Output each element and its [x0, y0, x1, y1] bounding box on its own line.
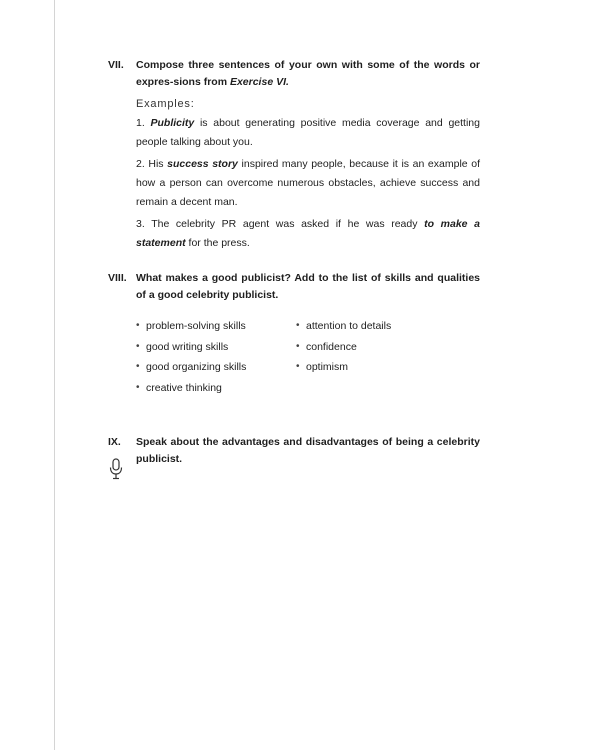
examples-label: Examples: — [136, 98, 195, 110]
exercise-number: IX. — [108, 436, 121, 448]
skill-item: • optimism — [296, 357, 456, 378]
exercise-title: Speak about the advantages and disadvantages of being a celebrity publicist. — [136, 436, 480, 465]
example-sentence-1: 1. Publicity is about generating positive media coverage and getting people talking about you. — [136, 117, 480, 148]
exercise-number: VII. — [108, 59, 124, 71]
exercise-title: Compose three sentences of your own with some of the words or expres-sions from Exercise VI. — [136, 59, 480, 88]
exercise-8 — [108, 270, 480, 304]
microphone-icon — [108, 457, 124, 481]
skill-item: • creative thinking — [136, 378, 296, 399]
exercise-number: VIII. — [108, 272, 127, 284]
example-sentence-2: 2. His success story inspired many people, because it is an example of how a person can overcome numerous obstacles, achieve success and remain a decent man. — [136, 158, 480, 208]
exercise-7 — [108, 57, 480, 253]
skill-item: • confidence — [296, 337, 456, 358]
exercise-title: What makes a good publicist? Add to the list of skills and qualities of a good celebrity publicist. — [136, 272, 480, 301]
page-margin-line — [54, 0, 55, 750]
skill-item: • good organizing skills — [136, 357, 296, 378]
exercise-9 — [108, 434, 480, 468]
skill-item: • attention to details — [296, 316, 456, 337]
skills-list — [136, 316, 476, 398]
skill-item: • good writing skills — [136, 337, 296, 358]
example-sentence-3: 3. The celebrity PR agent was asked if he was ready to make a statement for the press. — [136, 218, 480, 249]
skill-item: • problem-solving skills — [136, 316, 296, 337]
